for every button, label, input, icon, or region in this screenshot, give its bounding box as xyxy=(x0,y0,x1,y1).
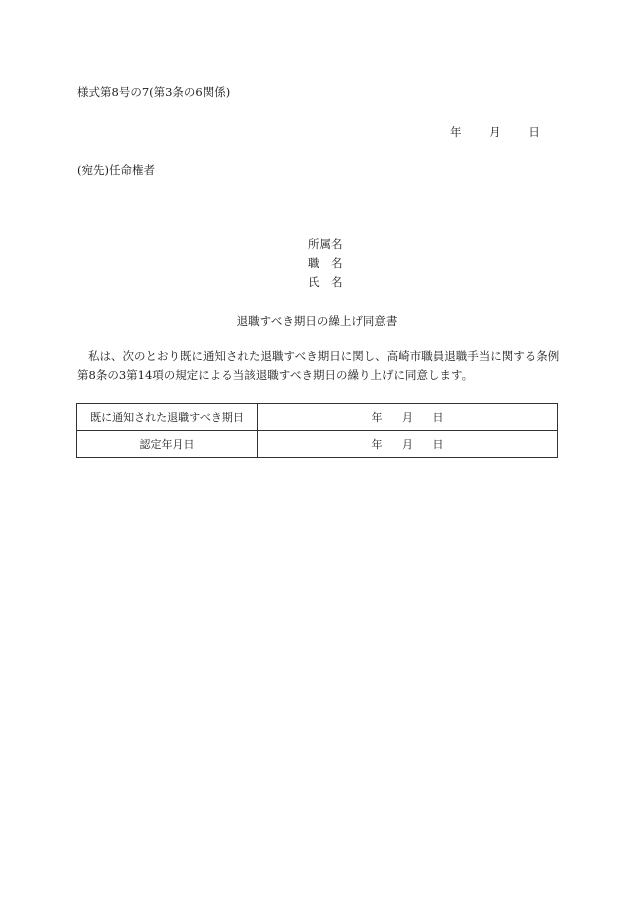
form-number: 様式第8号の7(第3条の6関係) xyxy=(77,85,231,99)
cell-day-label: 日 xyxy=(432,411,444,424)
submission-date xyxy=(450,124,540,140)
table-date-cell[interactable] xyxy=(258,404,558,431)
cell-month-label: 月 xyxy=(402,411,413,424)
affiliation-label: 所属名 xyxy=(308,237,343,251)
date-year-label: 年 xyxy=(450,125,462,139)
cell-day-label: 日 xyxy=(432,438,444,451)
cell-year-label: 年 xyxy=(371,411,383,424)
cell-year-label: 年 xyxy=(371,438,383,451)
document-title: 退職すべき期日の繰上げ同意書 xyxy=(236,314,398,328)
date-day-label: 日 xyxy=(528,125,540,139)
table-date-cell[interactable] xyxy=(258,431,558,458)
applicant-block xyxy=(308,235,343,292)
cell-month-label: 月 xyxy=(402,438,413,451)
table-row xyxy=(77,404,558,431)
consent-table xyxy=(76,403,558,458)
table-label-cell: 既に通知された退職すべき期日 xyxy=(77,404,258,431)
name-label: 氏 名 xyxy=(308,275,343,289)
table-row xyxy=(77,431,558,458)
consent-statement: 私は、次のとおり既に通知された退職すべき期日に関し、高崎市職員退職手当に関する条例第8条の3第14項の規定による当該退職すべき期日の繰り上げに同意します。 xyxy=(77,349,560,382)
position-label: 職 名 xyxy=(308,256,343,270)
table-label-cell: 認定年月日 xyxy=(77,431,258,458)
date-month-label: 月 xyxy=(489,125,501,139)
addressee: (宛先)任命権者 xyxy=(77,163,155,177)
